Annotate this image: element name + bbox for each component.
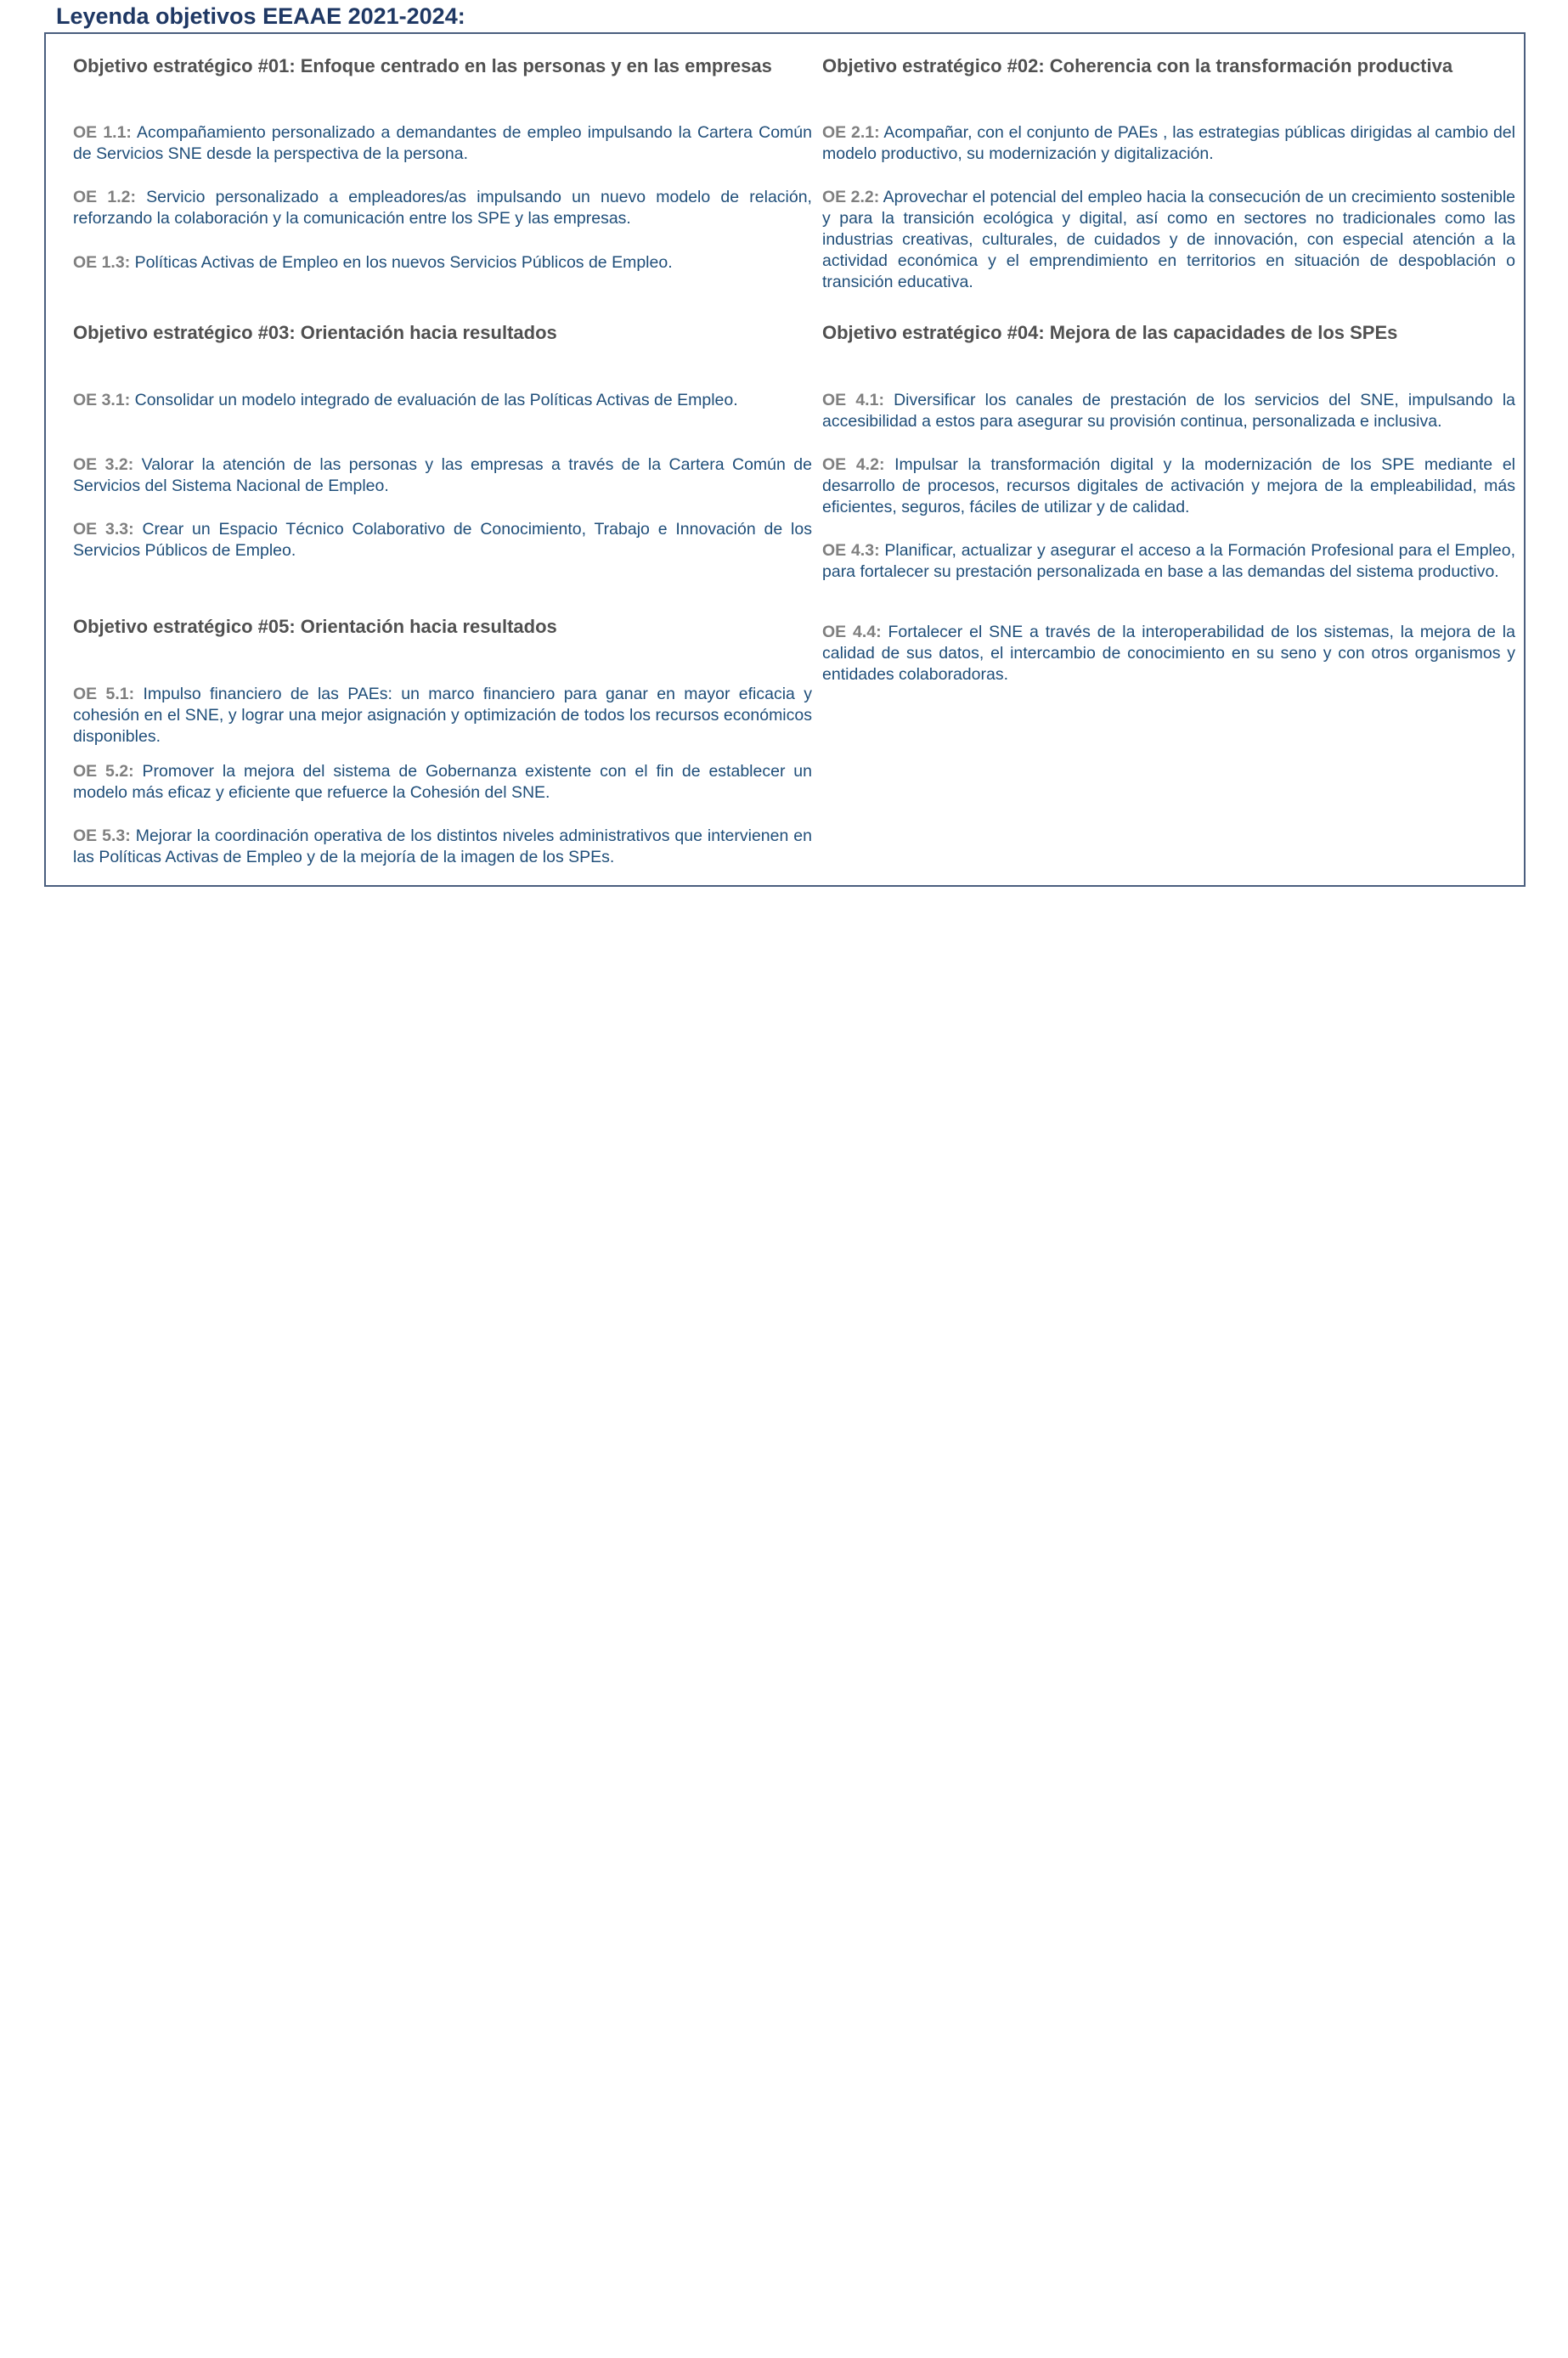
oe-5-1	[73, 684, 812, 747]
oe-3-3	[73, 519, 812, 561]
oe-5-3-text: Mejorar la coordinación operativa de los distintos niveles administrativos que intervienen en las Políticas Activas de Empleo y de la mejoría de la imagen de los SPEs.	[73, 826, 812, 866]
objective-04	[822, 321, 1515, 344]
objective-03-title: Objetivo estratégico #03: Orientación hacia resultados	[73, 322, 557, 343]
objective-02	[822, 54, 1515, 77]
oe-3-2	[73, 454, 812, 497]
oe-1-2	[73, 187, 812, 229]
oe-3-3-text: Crear un Espacio Técnico Colaborativo de Conocimiento, Trabajo e Innovación de los Servicios Públicos de Empleo.	[73, 520, 812, 560]
oe-4-1-text: Diversificar los canales de prestación de los servicios del SNE, impulsando la accesibilidad a estos para asegurar su provisión continua, personalizada e inclusiva.	[822, 391, 1515, 431]
oe-5-1-code: OE 5.1:	[73, 685, 135, 703]
oe-2-1-code: OE 2.1:	[822, 123, 880, 142]
oe-4-4-text: Fortalecer el SNE a través de la interoperabilidad de los sistemas, la mejora de la calidad de sus datos, el intercambio de conocimiento en su seno y con otros organismos y entidades colaboradoras.	[822, 623, 1515, 684]
oe-2-1-text: Acompañar, con el conjunto de PAEs , las estrategias públicas dirigidas al cambio del modelo productivo, su modernización y digitalización.	[822, 123, 1515, 163]
oe-4-1	[822, 390, 1515, 432]
oe-5-3	[73, 826, 812, 868]
oe-2-1	[822, 122, 1515, 165]
oe-2-2-code: OE 2.2:	[822, 188, 880, 206]
oe-4-1-code: OE 4.1:	[822, 391, 884, 409]
oe-5-2-code: OE 5.2:	[73, 762, 134, 781]
oe-3-2-text: Valorar la atención de las personas y las empresas a través de la Cartera Común de Servicios del Sistema Nacional de Empleo.	[73, 455, 812, 495]
oe-5-1-text: Impulso financiero de las PAEs: un marco financiero para ganar en mayor eficacia y cohesión en el SNE, y lograr una mejor asignación y optimización de todos los recursos económicos disponibles.	[73, 685, 812, 746]
oe-1-3-code: OE 1.3:	[73, 253, 131, 272]
oe-1-1-text: Acompañamiento personalizado a demandantes de empleo impulsando la Cartera Común de Servicios SNE desde la perspectiva de la persona.	[73, 123, 812, 163]
oe-2-2	[822, 187, 1515, 293]
objective-05	[73, 615, 812, 638]
oe-3-1-code: OE 3.1:	[73, 391, 131, 409]
oe-1-3-text: Políticas Activas de Empleo en los nuevos Servicios Públicos de Empleo.	[130, 253, 673, 272]
oe-5-2-text: Promover la mejora del sistema de Gobernanza existente con el fin de establecer un modelo más eficaz y eficiente que refuerce la Cohesión del SNE.	[73, 762, 812, 802]
objective-02-title: Objetivo estratégico #02: Coherencia con la transformación productiva	[822, 55, 1453, 76]
oe-4-3-code: OE 4.3:	[822, 541, 880, 560]
oe-3-2-code: OE 3.2:	[73, 455, 134, 474]
objective-05-title: Objetivo estratégico #05: Orientación hacia resultados	[73, 616, 557, 637]
oe-4-2-text: Impulsar la transformación digital y la modernización de los SPE mediante el desarrollo de procesos, recursos digitales de activación y mejora de la empleabilidad, más eficientes, seguros, fáciles de utilizar y de calidad.	[822, 455, 1515, 516]
oe-5-2	[73, 761, 812, 804]
oe-3-3-code: OE 3.3:	[73, 520, 134, 539]
objective-04-title: Objetivo estratégico #04: Mejora de las capacidades de los SPEs	[822, 322, 1398, 343]
oe-1-2-code: OE 1.2:	[73, 188, 136, 206]
objective-01-title: Objetivo estratégico #01: Enfoque centrado en las personas y en las empresas	[73, 55, 772, 76]
oe-3-1	[73, 390, 812, 411]
oe-4-4-code: OE 4.4:	[822, 623, 882, 641]
oe-1-3	[73, 252, 812, 274]
objective-01	[73, 54, 812, 77]
oe-2-2-text: Aprovechar el potencial del empleo hacia la consecución de un crecimiento sostenible y para la transición ecológica y digital, así como en sectores no tradicionales como las industrias creativas, culturales, de cuidados y de innovación, con especial atención a la actividad económica y el emprendimiento en territorios en situación de despoblación o transición educativa.	[822, 188, 1515, 291]
oe-4-4	[822, 622, 1515, 685]
oe-5-3-code: OE 5.3:	[73, 826, 131, 845]
objective-03	[73, 321, 812, 344]
objectives-legend-box	[44, 32, 1526, 887]
oe-4-3	[822, 540, 1515, 583]
oe-1-2-text: Servicio personalizado a empleadores/as impulsando un nuevo modelo de relación, reforzando la colaboración y la comunicación entre los SPE y las empresas.	[73, 188, 812, 228]
oe-4-2	[822, 454, 1515, 518]
oe-1-1	[73, 122, 812, 165]
oe-3-1-text: Consolidar un modelo integrado de evaluación de las Políticas Activas de Empleo.	[130, 391, 738, 409]
oe-1-1-code: OE 1.1:	[73, 123, 132, 142]
oe-4-3-text: Planificar, actualizar y asegurar el acceso a la Formación Profesional para el Empleo, para fortalecer su prestación personalizada en base a las demandas del sistema productivo.	[822, 541, 1515, 581]
oe-4-2-code: OE 4.2:	[822, 455, 885, 474]
page-title: Leyenda objetivos EEAAE 2021-2024:	[56, 3, 465, 29]
